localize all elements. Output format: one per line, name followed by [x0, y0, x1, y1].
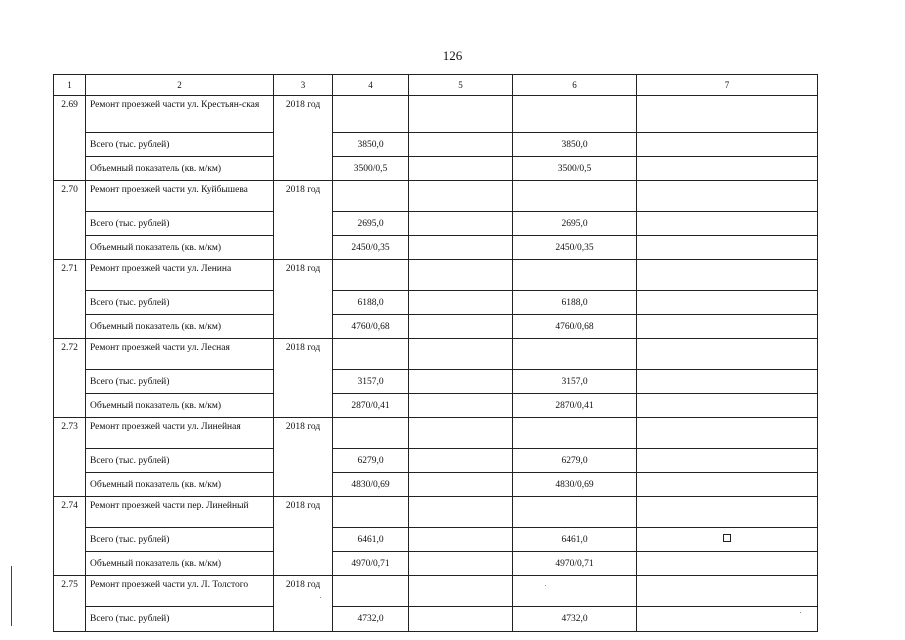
- table-row: [54, 181, 818, 212]
- volume-col6: 2870/0,41: [513, 394, 637, 418]
- item-number: 2.75: [54, 576, 86, 632]
- table-row: [54, 497, 818, 528]
- header-row: [54, 75, 818, 96]
- total-col4: 3157,0: [333, 370, 409, 394]
- scan-speck: [800, 612, 801, 613]
- item-number: 2.72: [54, 339, 86, 418]
- table-row: [54, 552, 818, 576]
- item-year: 2018 год: [274, 576, 333, 632]
- item-title: Ремонт проезжей части пер. Линейный: [86, 497, 274, 528]
- volume-col6: 4760/0,68: [513, 315, 637, 339]
- volume-col4: 2870/0,41: [333, 394, 409, 418]
- total-label: Всего (тыс. рублей): [86, 528, 274, 552]
- total-col6: 6461,0: [513, 528, 637, 552]
- volume-col4: 2450/0,35: [333, 236, 409, 260]
- page-number: 126: [442, 48, 463, 63]
- item-title: Ремонт проезжей части ул. Ленина: [86, 260, 274, 291]
- item-number: 2.70: [54, 181, 86, 260]
- volume-col4: 4970/0,71: [333, 552, 409, 576]
- table-row: [54, 315, 818, 339]
- checkbox-cell: [637, 528, 818, 552]
- table-row: [54, 291, 818, 315]
- volume-label: Объемный показатель (кв. м/км): [86, 236, 274, 260]
- table-row: [54, 607, 818, 632]
- total-col4: 3850,0: [333, 133, 409, 157]
- table-row: [54, 157, 818, 181]
- budget-table: [53, 74, 818, 632]
- total-col4: 2695,0: [333, 212, 409, 236]
- total-col6: 4732,0: [513, 607, 637, 632]
- table-row: [54, 528, 818, 552]
- scan-margin-line: [11, 566, 12, 626]
- total-label: Всего (тыс. рублей): [86, 607, 274, 632]
- item-number: 2.74: [54, 497, 86, 576]
- volume-col4: 3500/0,5: [333, 157, 409, 181]
- item-title: Ремонт проезжей части ул. Линейная: [86, 418, 274, 449]
- item-year: 2018 год: [274, 260, 333, 339]
- volume-col4: 4830/0,69: [333, 473, 409, 497]
- volume-col4: 4760/0,68: [333, 315, 409, 339]
- item-year: 2018 год: [274, 418, 333, 497]
- total-col6: 2695,0: [513, 212, 637, 236]
- header-cell: 5: [409, 75, 513, 96]
- volume-col6: 2450/0,35: [513, 236, 637, 260]
- volume-label: Объемный показатель (кв. м/км): [86, 552, 274, 576]
- table-row: [54, 576, 818, 607]
- table-row: [54, 339, 818, 370]
- volume-label: Объемный показатель (кв. м/км): [86, 473, 274, 497]
- volume-col6: 4830/0,69: [513, 473, 637, 497]
- volume-col6: 4970/0,71: [513, 552, 637, 576]
- table-row: [54, 394, 818, 418]
- header-cell: 6: [513, 75, 637, 96]
- volume-col6: 3500/0,5: [513, 157, 637, 181]
- scan-speck: [320, 597, 321, 598]
- item-title: Ремонт проезжей части ул. Лесная: [86, 339, 274, 370]
- item-number: 2.73: [54, 418, 86, 497]
- item-title: Ремонт проезжей части ул. Крестьян-ская: [86, 96, 274, 133]
- checkbox-icon: [723, 534, 731, 542]
- total-col4: 6188,0: [333, 291, 409, 315]
- table-row: [54, 473, 818, 497]
- item-year: 2018 год: [274, 96, 333, 181]
- total-col4: 6279,0: [333, 449, 409, 473]
- volume-label: Объемный показатель (кв. м/км): [86, 315, 274, 339]
- volume-label: Объемный показатель (кв. м/км): [86, 157, 274, 181]
- total-col6: 3850,0: [513, 133, 637, 157]
- table-row: [54, 133, 818, 157]
- total-col6: 6279,0: [513, 449, 637, 473]
- total-col4: 4732,0: [333, 607, 409, 632]
- header-cell: 1: [54, 75, 86, 96]
- table-row: [54, 418, 818, 449]
- table-row: [54, 449, 818, 473]
- table-row: [54, 96, 818, 133]
- total-col6: 3157,0: [513, 370, 637, 394]
- volume-label: Объемный показатель (кв. м/км): [86, 394, 274, 418]
- item-year: 2018 год: [274, 497, 333, 576]
- header-cell: 3: [274, 75, 333, 96]
- item-title: Ремонт проезжей части ул. Л. Толстого: [86, 576, 274, 607]
- table-row: [54, 370, 818, 394]
- item-year: 2018 год: [274, 339, 333, 418]
- header-cell: 7: [637, 75, 818, 96]
- header-cell: 2: [86, 75, 274, 96]
- total-label: Всего (тыс. рублей): [86, 133, 274, 157]
- scan-speck: [545, 585, 546, 586]
- total-label: Всего (тыс. рублей): [86, 291, 274, 315]
- total-col4: 6461,0: [333, 528, 409, 552]
- total-col6: 6188,0: [513, 291, 637, 315]
- item-number: 2.71: [54, 260, 86, 339]
- table-row: [54, 236, 818, 260]
- total-label: Всего (тыс. рублей): [86, 449, 274, 473]
- item-year: 2018 год: [274, 181, 333, 260]
- total-label: Всего (тыс. рублей): [86, 212, 274, 236]
- total-label: Всего (тыс. рублей): [86, 370, 274, 394]
- item-number: 2.69: [54, 96, 86, 181]
- table-row: [54, 212, 818, 236]
- header-cell: 4: [333, 75, 409, 96]
- table-row: [54, 260, 818, 291]
- item-title: Ремонт проезжей части ул. Куйбышева: [86, 181, 274, 212]
